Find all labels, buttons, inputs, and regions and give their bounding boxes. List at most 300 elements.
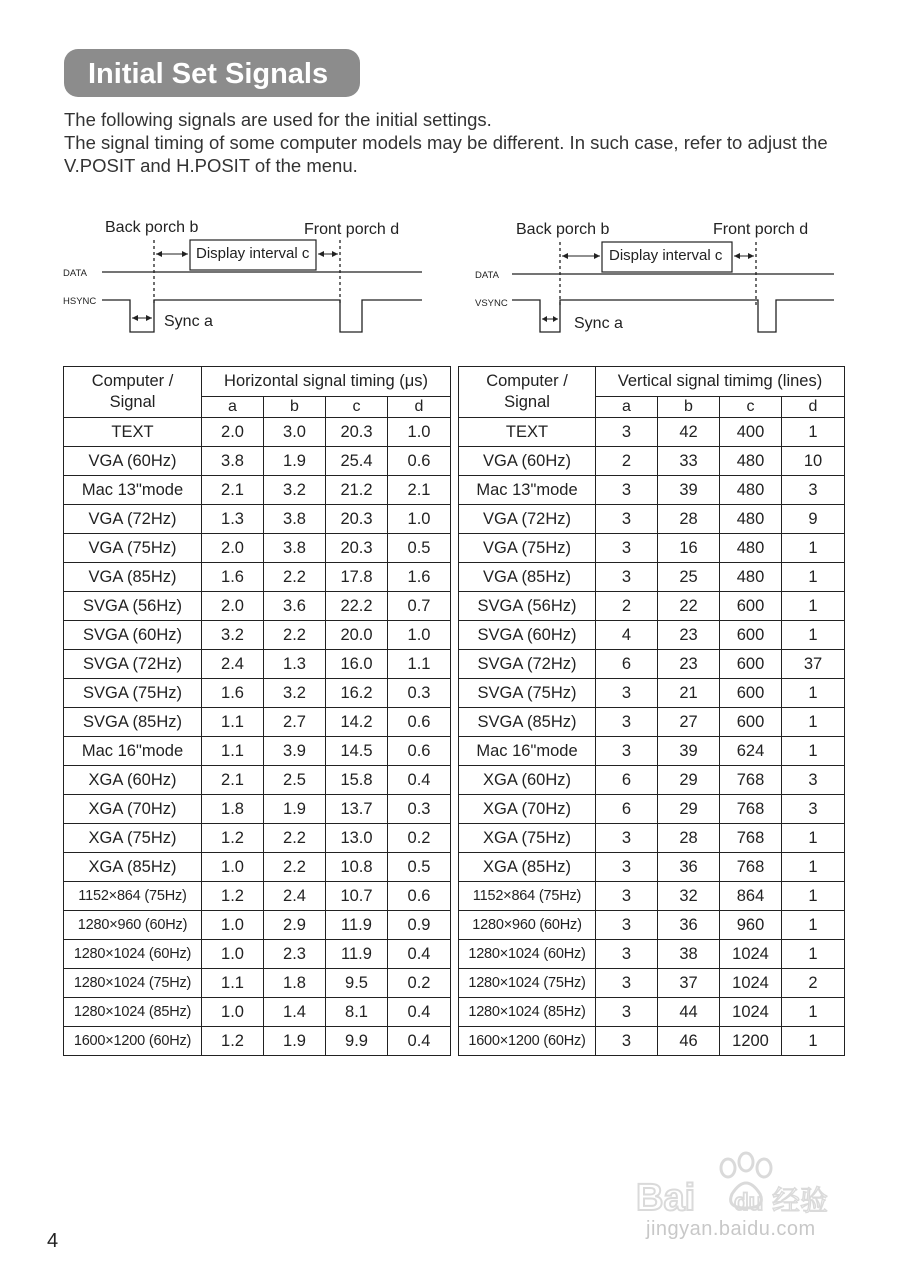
value-cell: 15.8 (326, 766, 388, 795)
table-row (64, 795, 451, 824)
value-cell: 3 (596, 1027, 658, 1056)
value-cell: 624 (720, 737, 782, 766)
signal-name-cell: 1280×1024 (75Hz) (64, 969, 202, 998)
value-cell: 0.3 (388, 679, 451, 708)
value-cell: 2.2 (264, 563, 326, 592)
signal-name-cell: SVGA (75Hz) (459, 679, 596, 708)
display-interval-label: Display interval c (196, 245, 310, 262)
value-cell: 27 (658, 708, 720, 737)
value-cell: 39 (658, 737, 720, 766)
value-cell: 2.9 (264, 911, 326, 940)
value-cell: 21 (658, 679, 720, 708)
signal-name-cell: VGA (72Hz) (459, 505, 596, 534)
value-cell: 3 (782, 795, 845, 824)
table-row (64, 708, 451, 737)
value-cell: 1.0 (388, 505, 451, 534)
signal-name-cell: SVGA (85Hz) (64, 708, 202, 737)
table-row (64, 505, 451, 534)
value-cell: 1 (782, 1027, 845, 1056)
value-cell: 29 (658, 766, 720, 795)
data-label: DATA (63, 268, 87, 279)
value-cell: 2.1 (202, 766, 264, 795)
value-cell: 768 (720, 824, 782, 853)
signal-name-cell: VGA (60Hz) (459, 447, 596, 476)
value-cell: 1.4 (264, 998, 326, 1027)
value-cell: 1.9 (264, 447, 326, 476)
table-row (64, 679, 451, 708)
value-cell: 2.4 (202, 650, 264, 679)
signal-name-cell: XGA (75Hz) (459, 824, 596, 853)
signal-name-cell: 1280×1024 (85Hz) (64, 998, 202, 1027)
value-cell: 0.6 (388, 882, 451, 911)
value-cell: 2.0 (202, 418, 264, 447)
signal-name-cell: SVGA (60Hz) (64, 621, 202, 650)
value-cell: 28 (658, 505, 720, 534)
value-cell: 0.5 (388, 534, 451, 563)
value-cell: 1.0 (388, 418, 451, 447)
table-row (459, 621, 845, 650)
intro-line-2: The signal timing of some computer models may be different. In such case, refer to adjust the V.POSIT and H.POSIT of the menu. (64, 132, 828, 176)
signal-name-cell: 1280×1024 (60Hz) (64, 940, 202, 969)
value-cell: 25 (658, 563, 720, 592)
data-label: DATA (475, 270, 499, 281)
value-cell: 3 (596, 911, 658, 940)
value-cell: 1.6 (388, 563, 451, 592)
value-cell: 14.2 (326, 708, 388, 737)
value-cell: 39 (658, 476, 720, 505)
value-cell: 1 (782, 418, 845, 447)
signal-name-cell: 1280×1024 (60Hz) (459, 940, 596, 969)
svg-text:Bai: Bai (636, 1177, 696, 1219)
signal-name-cell: 1280×960 (60Hz) (64, 911, 202, 940)
signal-name-cell: SVGA (75Hz) (64, 679, 202, 708)
value-cell: 1 (782, 824, 845, 853)
table-row (64, 592, 451, 621)
value-cell: 600 (720, 621, 782, 650)
value-cell: 6 (596, 650, 658, 679)
value-cell: 16 (658, 534, 720, 563)
value-cell: 3.8 (264, 534, 326, 563)
value-cell: 0.6 (388, 447, 451, 476)
value-cell: 36 (658, 853, 720, 882)
table-row (64, 998, 451, 1027)
table-row (459, 476, 845, 505)
column-header-group: Vertical signal timimg (lines) (596, 367, 845, 397)
value-cell: 2.1 (388, 476, 451, 505)
signal-name-cell: SVGA (56Hz) (459, 592, 596, 621)
value-cell: 20.0 (326, 621, 388, 650)
value-cell: 1 (782, 621, 845, 650)
value-cell: 1.2 (202, 1027, 264, 1056)
value-cell: 1.0 (202, 911, 264, 940)
horizontal-timing-table (63, 366, 451, 1056)
value-cell: 480 (720, 476, 782, 505)
value-cell: 400 (720, 418, 782, 447)
value-cell: 3.0 (264, 418, 326, 447)
value-cell: 2.2 (264, 621, 326, 650)
value-cell: 9 (782, 505, 845, 534)
column-header-b: b (658, 397, 720, 418)
sync-label: HSYNC (63, 296, 97, 307)
value-cell: 1.6 (202, 563, 264, 592)
table-row (64, 563, 451, 592)
value-cell: 11.9 (326, 911, 388, 940)
value-cell: 0.4 (388, 1027, 451, 1056)
value-cell: 36 (658, 911, 720, 940)
value-cell: 3 (596, 708, 658, 737)
signal-name-cell: Mac 16"mode (459, 737, 596, 766)
value-cell: 1.9 (264, 1027, 326, 1056)
value-cell: 2 (596, 447, 658, 476)
value-cell: 600 (720, 708, 782, 737)
table-row (64, 476, 451, 505)
vsync-timing-diagram (472, 212, 842, 342)
signal-name-cell: SVGA (85Hz) (459, 708, 596, 737)
value-cell: 3.6 (264, 592, 326, 621)
column-header-signal: Computer / Signal (64, 367, 202, 418)
value-cell: 22.2 (326, 592, 388, 621)
value-cell: 480 (720, 447, 782, 476)
table-row (459, 911, 845, 940)
value-cell: 16.0 (326, 650, 388, 679)
signal-name-cell: XGA (85Hz) (64, 853, 202, 882)
value-cell: 1024 (720, 940, 782, 969)
signal-name-cell: XGA (70Hz) (64, 795, 202, 824)
value-cell: 1 (782, 853, 845, 882)
table-row (459, 940, 845, 969)
value-cell: 3 (596, 853, 658, 882)
value-cell: 2.2 (264, 824, 326, 853)
watermark-url: jingyan.baidu.com (646, 1218, 816, 1240)
value-cell: 6 (596, 795, 658, 824)
value-cell: 768 (720, 795, 782, 824)
table-row (459, 708, 845, 737)
signal-name-cell: VGA (75Hz) (459, 534, 596, 563)
column-header-d: d (388, 397, 451, 418)
value-cell: 2.2 (264, 853, 326, 882)
svg-text:du: du (734, 1189, 764, 1216)
value-cell: 864 (720, 882, 782, 911)
table-row (459, 853, 845, 882)
value-cell: 10.8 (326, 853, 388, 882)
value-cell: 37 (782, 650, 845, 679)
display-interval-label: Display interval c (609, 247, 723, 264)
table-row (64, 911, 451, 940)
value-cell: 0.4 (388, 998, 451, 1027)
signal-name-cell: VGA (75Hz) (64, 534, 202, 563)
signal-name-cell: SVGA (72Hz) (64, 650, 202, 679)
table-row (64, 940, 451, 969)
sync-a-label: Sync a (164, 313, 213, 330)
table-row (459, 795, 845, 824)
value-cell: 2 (596, 592, 658, 621)
signal-name-cell: Mac 16"mode (64, 737, 202, 766)
column-header-c: c (326, 397, 388, 418)
value-cell: 32 (658, 882, 720, 911)
table-row (459, 998, 845, 1027)
table-row (64, 882, 451, 911)
table-row (459, 766, 845, 795)
value-cell: 0.7 (388, 592, 451, 621)
table-row (459, 1027, 845, 1056)
table-row (64, 824, 451, 853)
column-header-d: d (782, 397, 845, 418)
value-cell: 9.5 (326, 969, 388, 998)
table-row (459, 882, 845, 911)
table-row (459, 418, 845, 447)
value-cell: 2.0 (202, 534, 264, 563)
value-cell: 1 (782, 592, 845, 621)
column-header-b: b (264, 397, 326, 418)
signal-name-cell: XGA (60Hz) (64, 766, 202, 795)
front-porch-label: Front porch d (713, 221, 809, 238)
signal-name-cell: 1280×1024 (75Hz) (459, 969, 596, 998)
value-cell: 1 (782, 679, 845, 708)
value-cell: 28 (658, 824, 720, 853)
table-row (64, 969, 451, 998)
value-cell: 1.6 (202, 679, 264, 708)
table-row (459, 679, 845, 708)
value-cell: 3 (596, 418, 658, 447)
value-cell: 1.0 (202, 998, 264, 1027)
signal-name-cell: VGA (60Hz) (64, 447, 202, 476)
intro-line-1: The following signals are used for the initial settings. (64, 109, 492, 130)
table-row (459, 824, 845, 853)
value-cell: 0.6 (388, 708, 451, 737)
value-cell: 1200 (720, 1027, 782, 1056)
value-cell: 1.1 (202, 708, 264, 737)
signal-name-cell: 1152×864 (75Hz) (64, 882, 202, 911)
table-row (459, 505, 845, 534)
value-cell: 3.8 (264, 505, 326, 534)
signal-name-cell: VGA (85Hz) (459, 563, 596, 592)
value-cell: 1 (782, 737, 845, 766)
value-cell: 3.2 (264, 679, 326, 708)
value-cell: 20.3 (326, 534, 388, 563)
value-cell: 3 (596, 679, 658, 708)
signal-name-cell: 1280×1024 (85Hz) (459, 998, 596, 1027)
value-cell: 44 (658, 998, 720, 1027)
value-cell: 768 (720, 766, 782, 795)
value-cell: 33 (658, 447, 720, 476)
value-cell: 6 (596, 766, 658, 795)
value-cell: 0.4 (388, 940, 451, 969)
column-header-a: a (596, 397, 658, 418)
value-cell: 3 (596, 505, 658, 534)
value-cell: 0.4 (388, 766, 451, 795)
sync-label: VSYNC (475, 298, 508, 309)
value-cell: 600 (720, 650, 782, 679)
table-row (459, 592, 845, 621)
value-cell: 1 (782, 940, 845, 969)
value-cell: 1.0 (388, 621, 451, 650)
value-cell: 3 (596, 998, 658, 1027)
signal-name-cell: SVGA (72Hz) (459, 650, 596, 679)
value-cell: 25.4 (326, 447, 388, 476)
value-cell: 1.8 (264, 969, 326, 998)
value-cell: 960 (720, 911, 782, 940)
signal-name-cell: XGA (60Hz) (459, 766, 596, 795)
value-cell: 2.1 (202, 476, 264, 505)
value-cell: 3 (782, 476, 845, 505)
value-cell: 20.3 (326, 418, 388, 447)
signal-name-cell: TEXT (64, 418, 202, 447)
value-cell: 9.9 (326, 1027, 388, 1056)
column-header-signal: Computer / Signal (459, 367, 596, 418)
value-cell: 1.1 (202, 969, 264, 998)
svg-text:经验: 经验 (772, 1184, 829, 1217)
value-cell: 46 (658, 1027, 720, 1056)
value-cell: 2.3 (264, 940, 326, 969)
value-cell: 0.2 (388, 824, 451, 853)
value-cell: 480 (720, 534, 782, 563)
table-row (64, 1027, 451, 1056)
value-cell: 0.9 (388, 911, 451, 940)
signal-name-cell: SVGA (60Hz) (459, 621, 596, 650)
value-cell: 1.3 (264, 650, 326, 679)
signal-name-cell: SVGA (56Hz) (64, 592, 202, 621)
page-title: Initial Set Signals (64, 49, 360, 97)
signal-name-cell: Mac 13"mode (459, 476, 596, 505)
value-cell: 3 (596, 737, 658, 766)
value-cell: 29 (658, 795, 720, 824)
signal-name-cell: 1152×864 (75Hz) (459, 882, 596, 911)
value-cell: 17.8 (326, 563, 388, 592)
value-cell: 3 (596, 824, 658, 853)
value-cell: 1.1 (202, 737, 264, 766)
value-cell: 600 (720, 679, 782, 708)
value-cell: 2 (782, 969, 845, 998)
value-cell: 3 (596, 476, 658, 505)
value-cell: 3.2 (264, 476, 326, 505)
value-cell: 480 (720, 563, 782, 592)
value-cell: 480 (720, 505, 782, 534)
signal-name-cell: 1280×960 (60Hz) (459, 911, 596, 940)
value-cell: 1 (782, 998, 845, 1027)
value-cell: 13.7 (326, 795, 388, 824)
value-cell: 10 (782, 447, 845, 476)
value-cell: 21.2 (326, 476, 388, 505)
signal-name-cell: VGA (72Hz) (64, 505, 202, 534)
value-cell: 1 (782, 911, 845, 940)
value-cell: 3.9 (264, 737, 326, 766)
table-row (64, 853, 451, 882)
value-cell: 4 (596, 621, 658, 650)
table-row (459, 447, 845, 476)
table-row (64, 447, 451, 476)
value-cell: 13.0 (326, 824, 388, 853)
column-header-group: Horizontal signal timing (μs) (202, 367, 451, 397)
value-cell: 42 (658, 418, 720, 447)
value-cell: 3.8 (202, 447, 264, 476)
value-cell: 1.0 (202, 853, 264, 882)
back-porch-label: Back porch b (516, 221, 610, 238)
value-cell: 600 (720, 592, 782, 621)
value-cell: 3 (596, 563, 658, 592)
value-cell: 1.0 (202, 940, 264, 969)
value-cell: 1 (782, 882, 845, 911)
value-cell: 768 (720, 853, 782, 882)
table-row (64, 737, 451, 766)
front-porch-label: Front porch d (304, 221, 400, 238)
value-cell: 8.1 (326, 998, 388, 1027)
value-cell: 23 (658, 650, 720, 679)
intro-text (64, 108, 844, 177)
value-cell: 20.3 (326, 505, 388, 534)
signal-name-cell: XGA (85Hz) (459, 853, 596, 882)
value-cell: 23 (658, 621, 720, 650)
value-cell: 1.2 (202, 882, 264, 911)
value-cell: 0.3 (388, 795, 451, 824)
value-cell: 2.0 (202, 592, 264, 621)
column-header-c: c (720, 397, 782, 418)
value-cell: 2.4 (264, 882, 326, 911)
value-cell: 2.7 (264, 708, 326, 737)
signal-name-cell: VGA (85Hz) (64, 563, 202, 592)
value-cell: 1024 (720, 998, 782, 1027)
signal-name-cell: 1600×1200 (60Hz) (64, 1027, 202, 1056)
value-cell: 1.8 (202, 795, 264, 824)
back-porch-label: Back porch b (105, 219, 199, 236)
table-row (459, 563, 845, 592)
value-cell: 1 (782, 708, 845, 737)
vertical-timing-table (458, 366, 845, 1056)
column-header-a: a (202, 397, 264, 418)
value-cell: 0.5 (388, 853, 451, 882)
signal-name-cell: Mac 13"mode (64, 476, 202, 505)
signal-name-cell: XGA (75Hz) (64, 824, 202, 853)
value-cell: 1.9 (264, 795, 326, 824)
value-cell: 37 (658, 969, 720, 998)
value-cell: 3 (596, 940, 658, 969)
value-cell: 3 (782, 766, 845, 795)
value-cell: 1.3 (202, 505, 264, 534)
signal-name-cell: XGA (70Hz) (459, 795, 596, 824)
value-cell: 10.7 (326, 882, 388, 911)
table-row (64, 650, 451, 679)
value-cell: 1.2 (202, 824, 264, 853)
value-cell: 11.9 (326, 940, 388, 969)
sync-a-label: Sync a (574, 315, 623, 332)
value-cell: 1 (782, 534, 845, 563)
page-number: 4 (47, 1230, 59, 1252)
value-cell: 1024 (720, 969, 782, 998)
value-cell: 3 (596, 534, 658, 563)
value-cell: 38 (658, 940, 720, 969)
table-row (459, 737, 845, 766)
value-cell: 16.2 (326, 679, 388, 708)
value-cell: 1 (782, 563, 845, 592)
value-cell: 3 (596, 969, 658, 998)
value-cell: 3.2 (202, 621, 264, 650)
value-cell: 22 (658, 592, 720, 621)
signal-name-cell: TEXT (459, 418, 596, 447)
table-row (64, 621, 451, 650)
signal-name-cell: 1600×1200 (60Hz) (459, 1027, 596, 1056)
value-cell: 1.1 (388, 650, 451, 679)
value-cell: 0.2 (388, 969, 451, 998)
table-row (459, 650, 845, 679)
value-cell: 2.5 (264, 766, 326, 795)
value-cell: 3 (596, 882, 658, 911)
table-row (64, 766, 451, 795)
table-row (64, 534, 451, 563)
value-cell: 14.5 (326, 737, 388, 766)
value-cell: 0.6 (388, 737, 451, 766)
hsync-timing-diagram (60, 210, 430, 340)
table-row (64, 418, 451, 447)
table-row (459, 534, 845, 563)
